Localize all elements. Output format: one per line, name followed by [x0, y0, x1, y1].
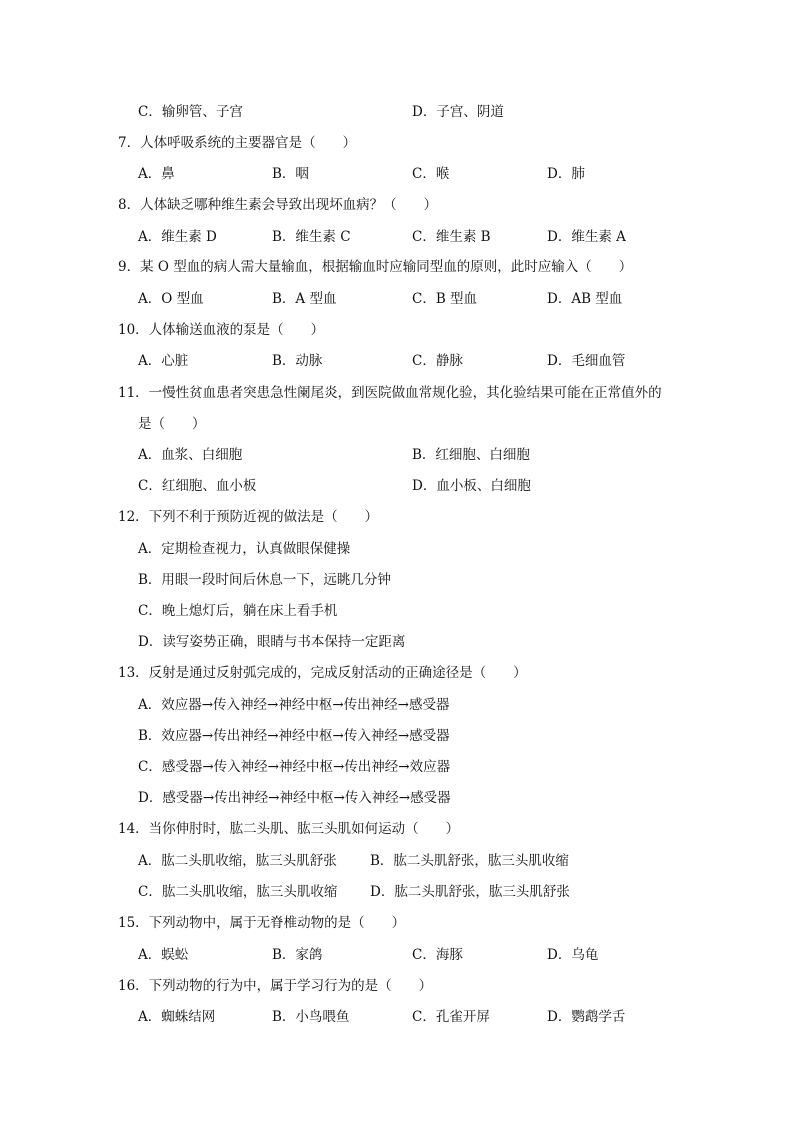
q9-option-d: D．AB 型血 — [547, 291, 623, 307]
q15-option-c: C．海豚 — [412, 947, 463, 963]
q12-option-c: C．晚上熄灯后，躺在床上看手机 — [138, 603, 338, 619]
q16-option-a: A．蜘蛛结网 — [138, 1009, 216, 1025]
q7-stem: 7．人体呼吸系统的主要器官是（ ） — [118, 135, 357, 151]
q9-option-c: C．B 型血 — [412, 291, 478, 307]
q9-option-b: B．A 型血 — [272, 291, 337, 307]
q6-option-c: C．输卵管、子宫 — [138, 104, 243, 120]
q13-option-b: B．效应器→传出神经→神经中枢→传入神经→感受器 — [138, 728, 450, 744]
q12-stem: 12．下列不利于预防近视的做法是（ ） — [118, 509, 379, 525]
q10-option-c: C．静脉 — [412, 353, 463, 369]
q14-option-c: C．肱二头肌收缩，肱三头肌收缩 — [138, 884, 338, 900]
q8-option-d: D．维生素 A — [547, 229, 626, 245]
q10-option-a: A．心脏 — [138, 353, 189, 369]
q11-stem: 11．一慢性贫血患者突患急性阑尾炎，到医院做血常规化验，其化验结果可能在正常值外的 — [118, 385, 662, 401]
q15-stem: 15．下列动物中，属于无脊椎动物的是（ ） — [118, 915, 406, 931]
q11-option-a: A．血浆、白细胞 — [138, 447, 243, 463]
q16-option-b: B．小鸟喂鱼 — [272, 1009, 350, 1025]
q13-option-d: D．感受器→传出神经→神经中枢→传入神经→感受器 — [138, 790, 451, 806]
q9-option-a: A．O 型血 — [138, 291, 204, 307]
q11-option-b: B．红细胞、白细胞 — [412, 447, 530, 463]
q16-stem: 16．下列动物的行为中，属于学习行为的是（ ） — [118, 978, 433, 994]
q8-option-b: B．维生素 C — [272, 229, 351, 245]
q10-option-b: B．动脉 — [272, 353, 323, 369]
q15-option-a: A．蜈蚣 — [138, 947, 189, 963]
q10-option-d: D．毛细血管 — [547, 353, 626, 369]
q16-option-d: D．鹦鹉学舌 — [547, 1009, 626, 1025]
q11-stem-continuation: 是（ ） — [138, 416, 206, 432]
q14-stem: 14．当你伸肘时，肱二头肌、肱三头肌如何运动（ ） — [118, 821, 460, 837]
q16-option-c: C．孔雀开屏 — [412, 1009, 490, 1025]
q7-option-b: B．咽 — [272, 166, 309, 182]
q13-option-c: C．感受器→传入神经→神经中枢→传出神经→效应器 — [138, 759, 451, 775]
q12-option-d: D．读写姿势正确，眼睛与书本保持一定距离 — [138, 634, 406, 650]
q11-option-d: D．血小板、白细胞 — [412, 478, 531, 494]
q15-option-b: B．家鸽 — [272, 947, 323, 963]
q10-stem: 10．人体输送血液的泵是（ ） — [118, 322, 325, 338]
q15-option-d: D．乌龟 — [547, 947, 599, 963]
q13-stem: 13．反射是通过反射弧完成的，完成反射活动的正确途径是（ ） — [118, 665, 527, 681]
q7-option-d: D．肺 — [547, 166, 585, 182]
q12-option-a: A．定期检查视力，认真做眼保健操 — [138, 541, 351, 557]
q7-option-c: C．喉 — [412, 166, 450, 182]
q13-option-a: A．效应器→传入神经→神经中枢→传出神经→感受器 — [138, 697, 450, 713]
q8-option-c: C．维生素 B — [412, 229, 491, 245]
q12-option-b: B．用眼一段时间后休息一下，远眺几分钟 — [138, 572, 391, 588]
q14-option-a: A．肱二头肌收缩，肱三头肌舒张 — [138, 853, 337, 869]
q14-option-b: B．肱二头肌舒张，肱三头肌收缩 — [370, 853, 569, 869]
q8-stem: 8．人体缺乏哪种维生素会导致出现坏血病？（ ） — [118, 197, 438, 213]
q14-option-d: D．肱二头肌舒张，肱三头肌舒张 — [370, 884, 570, 900]
q9-stem: 9．某 O 型血的病人需大量输血，根据输血时应输同型血的原则，此时应输入（ ） — [118, 259, 633, 275]
q7-option-a: A．鼻 — [138, 166, 175, 182]
q11-option-c: C．红细胞、血小板 — [138, 478, 257, 494]
q8-option-a: A．维生素 D — [138, 229, 217, 245]
q6-option-d: D．子宫、阴道 — [412, 104, 504, 120]
